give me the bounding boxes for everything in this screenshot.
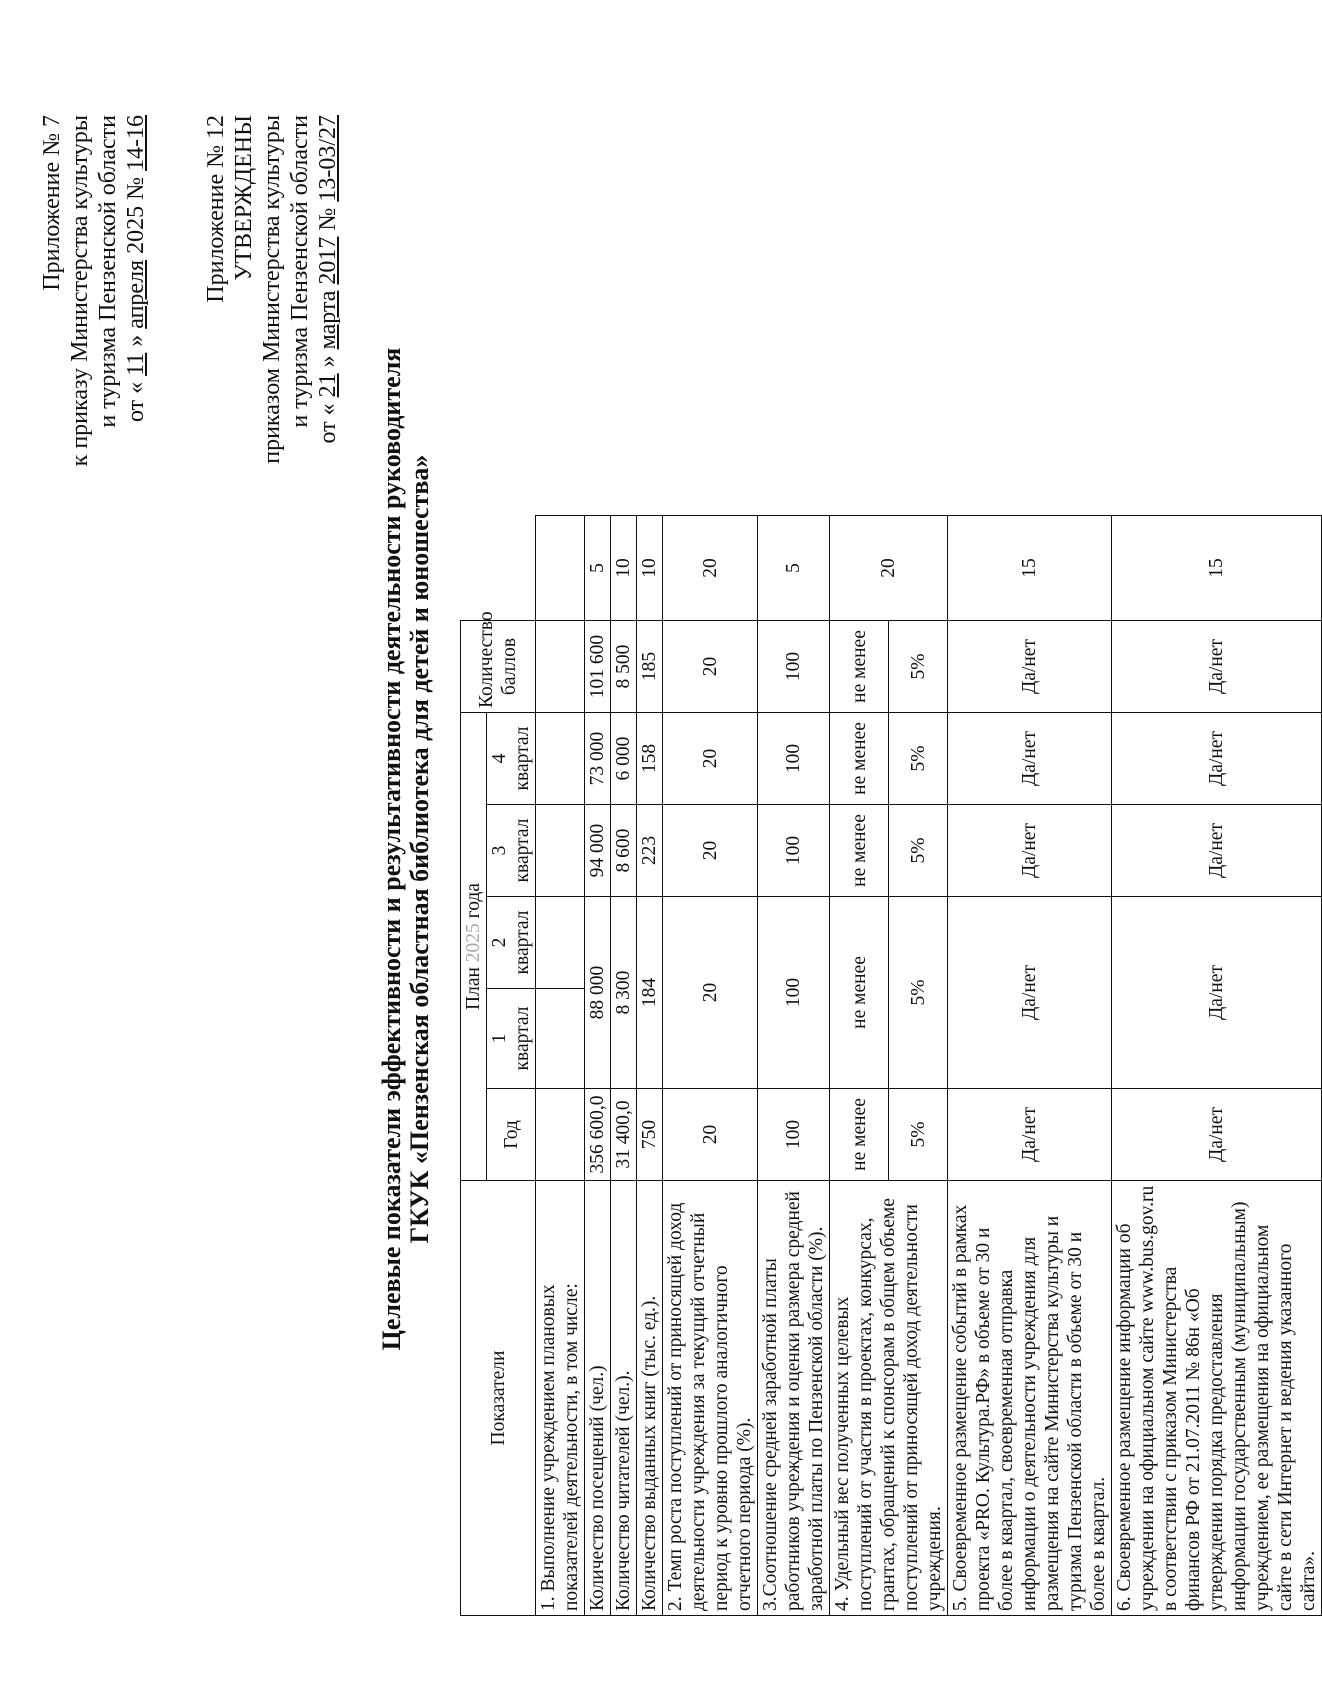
plan-prefix: План (463, 962, 484, 1010)
q4-value: 185 (637, 621, 663, 713)
appendix-12-line3: приказом Министерства культуры (259, 115, 285, 464)
q1-value: Да/нет (1112, 897, 1322, 1089)
appendix-7-line3: и туризма Пензенской области (95, 115, 121, 428)
table-row (637, 516, 663, 1616)
q1-value: 8 300 (611, 897, 637, 1089)
q3-value: 20 (663, 713, 758, 805)
q1-value: Да/нет (948, 897, 1112, 1089)
table-row (758, 516, 830, 1616)
q1-value: 100 (758, 897, 830, 1089)
points-value: 20 (830, 516, 948, 621)
q4-value: Да/нет (948, 621, 1112, 713)
date-prefix: от « (123, 375, 149, 423)
indicator-name: Количество читателей (чел.). (611, 1181, 637, 1616)
empty-cell (536, 713, 585, 805)
indicator-name: 5. Своевременное размещение событий в рамках проекта «PRO. Культура.РФ» в объеме от 30 и более в квартал, своевременная отправка информации о деятельности учреждения для размещения на сайте Министерства культуры и туризма Пензенской области в объеме от 30 и более в квартал. (948, 1181, 1112, 1616)
date-day: 11 (123, 352, 149, 376)
q3-value: Да/нет (1112, 713, 1322, 805)
title-line-1: Целевые показатели эффективности и результативности деятельности руководителя (377, 347, 406, 1351)
q4-value: 20 (663, 621, 758, 713)
table-row (611, 516, 637, 1616)
indicators-table (460, 515, 1322, 1616)
date-year: 2017 (315, 236, 341, 285)
approved-label: УТВЕРЖДЕНЫ (231, 115, 257, 281)
indicator-name: 2. Темп роста поступлений от приносящей доход деятельности учреждения за текущий отчетный период к уровню прошлого аналогичного отчетного периода (%). (663, 1181, 758, 1616)
indicator-name: 6. Своевременное размещение информации об учреждении на официальном сайте www.bus.gov.ru в соответствии с приказом Министерства финансов РФ от 21.07.2011 № 86н «Об утверждении порядка предоставления информации государственным (муниципальным) учреждением, ее размещения на официальном сайте в сети Интернет и ведения указанного сайта». (1112, 1181, 1322, 1616)
q1-value: не менее (830, 897, 889, 1089)
points-value: 15 (948, 516, 1112, 621)
date-mid: » (315, 349, 341, 374)
indicator-name: 4. Удельный вес полученных целевых поступлений от участия в проектах, конкурсах, грантах, обращений к спонсорам в общем объеме поступлений от приносящей доход деятельности учреждения. (830, 1181, 948, 1616)
appendix-7-header (38, 115, 150, 466)
year-value: Да/нет (1112, 1089, 1322, 1181)
q2-num: 2 (489, 937, 510, 948)
q2-value: 223 (637, 805, 663, 897)
points-value: 15 (1112, 516, 1322, 621)
empty-cell (536, 989, 585, 1089)
points-value: 5 (758, 516, 830, 621)
order-number: 14-16 (123, 115, 149, 171)
q1-value: 184 (637, 897, 663, 1089)
date-month: апреля (123, 259, 149, 329)
number-prefix: № (315, 201, 341, 237)
order-number: 13-03/27 (315, 115, 341, 202)
appendix-7-title: Приложение № 7 (39, 115, 65, 291)
table-row (585, 516, 611, 1616)
header-row-1 (461, 516, 487, 1616)
q2-value: не менее (830, 805, 889, 897)
q4-value: не менее (830, 621, 889, 713)
points-value: 20 (663, 516, 758, 621)
q3-label: квартал (512, 818, 533, 883)
header-q1 (487, 989, 536, 1089)
q2-pct: 5% (889, 805, 948, 897)
year-value: 356 600,0 (585, 1089, 611, 1181)
number-prefix: № (123, 171, 149, 200)
empty-cell (536, 805, 585, 897)
q3-value: 73 000 (585, 713, 611, 805)
header-plan (461, 713, 487, 1181)
header-q4 (487, 713, 536, 805)
q4-label: квартал (512, 726, 533, 791)
q1-value: 88 000 (585, 897, 611, 1089)
q3-value: не менее (830, 713, 889, 805)
plan-suffix: года (463, 883, 484, 924)
date-year-space (315, 285, 341, 291)
q2-label: квартал (512, 910, 533, 975)
table-row (948, 516, 1112, 1616)
indicator-name: 3.Соотношение средней заработной платы работников учреждения и оценки размера средней заработной платы по Пензенской области (%). (758, 1181, 830, 1616)
points-value: 10 (611, 516, 637, 621)
q3-pct: 5% (889, 713, 948, 805)
table-row (663, 516, 758, 1616)
appendix-12-title: Приложение № 12 (203, 115, 229, 303)
appendix-7-line2: к приказу Министерства культуры (67, 115, 93, 467)
table-row-4-top (830, 516, 889, 1616)
title-line-2: ГКУК «Пензенская областная библиотека для детей и юношества» (405, 454, 434, 1244)
empty-cell (536, 897, 585, 989)
year-value: Да/нет (948, 1089, 1112, 1181)
section-1-label: 1. Выполнение учреждением плановых показателей деятельности, в том числе: (536, 1181, 585, 1616)
date-month: марта (315, 290, 341, 350)
year-value: 100 (758, 1089, 830, 1181)
q3-num: 3 (489, 845, 510, 856)
q1-label: квартал (512, 1006, 533, 1071)
header-q3 (487, 805, 536, 897)
empty-cell (536, 1089, 585, 1181)
q4-value: Да/нет (1112, 621, 1322, 713)
header-q2 (487, 897, 536, 989)
document-title (378, 0, 434, 1698)
appendix-12-date-line (314, 115, 342, 464)
q1-pct: 5% (889, 897, 948, 1089)
q3-value: 6 000 (611, 713, 637, 805)
date-day: 21 (315, 373, 341, 398)
header-points: Количество баллов (461, 621, 536, 713)
year-value: 20 (663, 1089, 758, 1181)
appendix-7-date-line (122, 115, 150, 466)
q2-value: Да/нет (948, 805, 1112, 897)
q4-pct: 5% (889, 621, 948, 713)
date-mid: » (123, 328, 149, 353)
q2-value: Да/нет (1112, 805, 1322, 897)
q4-value: 101 600 (585, 621, 611, 713)
q4-value: 8 500 (611, 621, 637, 713)
header-indicator: Показатели (461, 1181, 536, 1616)
year-value: 750 (637, 1089, 663, 1181)
table-row (1112, 516, 1322, 1616)
points-value: 5 (585, 516, 611, 621)
year-value: не менее (830, 1089, 889, 1181)
points-value: 10 (637, 516, 663, 621)
indicator-name: Количество выданных книг (тыс. ед.). (637, 1181, 663, 1616)
q1-num: 1 (489, 1033, 510, 1044)
q3-value: 158 (637, 713, 663, 805)
section-1-row (536, 516, 585, 1616)
q1-value: 20 (663, 897, 758, 1089)
year-value: 31 400,0 (611, 1089, 637, 1181)
empty-cell (536, 621, 585, 713)
empty-cell (536, 516, 585, 621)
q3-value: 100 (758, 713, 830, 805)
date-year: 2025 (123, 199, 149, 260)
appendix-12-header (202, 115, 342, 464)
appendix-12-line4: и туризма Пензенской области (287, 115, 313, 428)
plan-year: 2025 (463, 923, 484, 963)
indicator-name: Количество посещений (чел.) (585, 1181, 611, 1616)
q2-value: 100 (758, 805, 830, 897)
header-year: Год (487, 1089, 536, 1181)
q4-value: 100 (758, 621, 830, 713)
q4-num: 4 (489, 753, 510, 764)
q3-value: Да/нет (948, 713, 1112, 805)
q2-value: 20 (663, 805, 758, 897)
year-pct: 5% (889, 1089, 948, 1181)
q2-value: 8 600 (611, 805, 637, 897)
q2-value: 94 000 (585, 805, 611, 897)
date-prefix: от « (315, 397, 341, 444)
